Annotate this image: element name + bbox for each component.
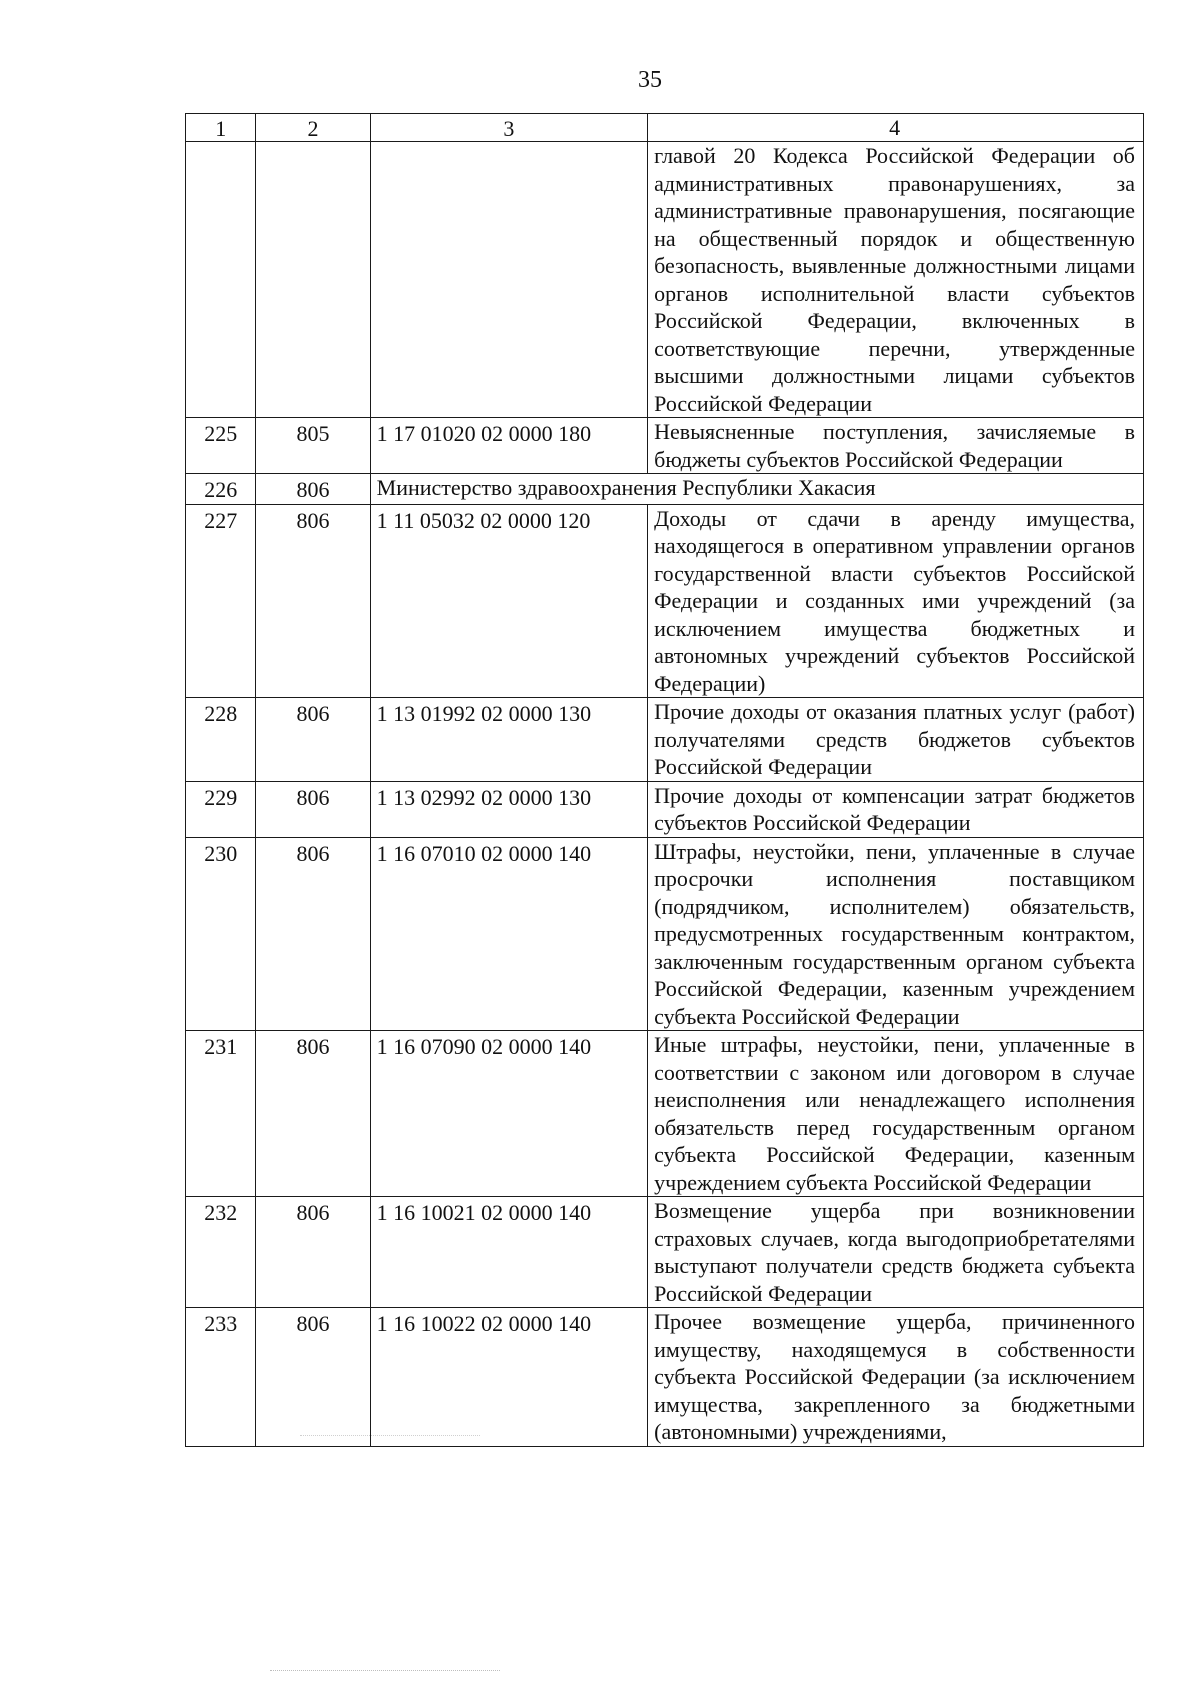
revenue-description-cell: Прочее возмещение ущерба, причиненного имуществу, находящемуся в собственности субъекта Российской Федерации (за исключением имущества, закрепленного за бюджетными (автономными) учреждениями, <box>648 1308 1144 1447</box>
table-row <box>186 142 1144 418</box>
scan-artifact <box>270 1670 500 1677</box>
header-col-3: 3 <box>370 114 648 142</box>
table-row <box>186 418 1144 474</box>
ministry-title-cell: Министерство здравоохранения Республики Хакасия <box>370 474 1143 505</box>
row-number-cell <box>186 142 256 418</box>
admin-code-cell: 806 <box>256 1197 370 1308</box>
table-row <box>186 781 1144 837</box>
table-row <box>186 474 1144 505</box>
revenue-description-cell: Прочие доходы от оказания платных услуг (работ) получателями средств бюджетов субъектов Российской Федерации <box>648 698 1144 782</box>
row-number-cell: 228 <box>186 698 256 782</box>
table-row <box>186 1197 1144 1308</box>
admin-code-cell: 806 <box>256 504 370 698</box>
row-number-cell: 233 <box>186 1308 256 1447</box>
revenue-description-cell: Доходы от сдачи в аренду имущества, находящегося в оперативном управлении органов государственной власти субъектов Российской Федерации и созданных ими учреждений (за исключением имущества бюджетных и автономных учреждений субъектов Российской Федерации) <box>648 504 1144 698</box>
admin-code-cell: 806 <box>256 474 370 505</box>
admin-code-cell <box>256 142 370 418</box>
row-number-cell: 225 <box>186 418 256 474</box>
row-number-cell: 232 <box>186 1197 256 1308</box>
row-number-cell: 226 <box>186 474 256 505</box>
revenue-code-cell: 1 11 05032 02 0000 120 <box>370 504 648 698</box>
header-col-4: 4 <box>648 114 1144 142</box>
revenue-description-cell: Прочие доходы от компенсации затрат бюджетов субъектов Российской Федерации <box>648 781 1144 837</box>
revenue-code-cell: 1 17 01020 02 0000 180 <box>370 418 648 474</box>
revenue-description-cell: Возмещение ущерба при возникновении страховых случаев, когда выгодоприобретателями выступают получатели средств бюджета субъекта Российской Федерации <box>648 1197 1144 1308</box>
table-row <box>186 837 1144 1031</box>
row-number-cell: 227 <box>186 504 256 698</box>
revenue-table <box>185 113 1144 1447</box>
page-number: 35 <box>638 67 662 93</box>
row-number-cell: 229 <box>186 781 256 837</box>
revenue-code-cell: 1 16 07010 02 0000 140 <box>370 837 648 1031</box>
table-row <box>186 504 1144 698</box>
table-row <box>186 1031 1144 1197</box>
revenue-code-cell: 1 16 10021 02 0000 140 <box>370 1197 648 1308</box>
admin-code-cell: 806 <box>256 698 370 782</box>
revenue-description-cell: Иные штрафы, неустойки, пени, уплаченные в соответствии с законом или договором в случае неисполнения или ненадлежащего исполнения обязательств перед государственным органом субъекта Российской Федерации, казенным учреждением субъекта Российской Федерации <box>648 1031 1144 1197</box>
revenue-code-cell: 1 13 02992 02 0000 130 <box>370 781 648 837</box>
table-row <box>186 698 1144 782</box>
revenue-description-cell: главой 20 Кодекса Российской Федерации об административных правонарушениях, за административные правонарушения, посягающие на общественный порядок и общественную безопасность, выявленные должностными лицами органов исполнительной власти субъектов Российской Федерации, включенных в соответствующие перечни, утвержденные высшими должностными лицами субъектов Российской Федерации <box>648 142 1144 418</box>
revenue-code-cell: 1 16 07090 02 0000 140 <box>370 1031 648 1197</box>
table-header-row <box>186 114 1144 142</box>
row-number-cell: 231 <box>186 1031 256 1197</box>
admin-code-cell: 806 <box>256 781 370 837</box>
header-col-2: 2 <box>256 114 370 142</box>
admin-code-cell: 805 <box>256 418 370 474</box>
admin-code-cell: 806 <box>256 837 370 1031</box>
revenue-description-cell: Невыясненные поступления, зачисляемые в бюджеты субъектов Российской Федерации <box>648 418 1144 474</box>
revenue-code-cell: 1 16 10022 02 0000 140 <box>370 1308 648 1447</box>
row-number-cell: 230 <box>186 837 256 1031</box>
revenue-code-cell: 1 13 01992 02 0000 130 <box>370 698 648 782</box>
revenue-code-cell <box>370 142 648 418</box>
admin-code-cell: 806 <box>256 1031 370 1197</box>
revenue-description-cell: Штрафы, неустойки, пени, уплаченные в случае просрочки исполнения поставщиком (подрядчиком, исполнителем) обязательств, предусмотренных государственным контрактом, заключенным государственным органом субъекта Российской Федерации, казенным учреждением субъекта Российской Федерации <box>648 837 1144 1031</box>
header-col-1: 1 <box>186 114 256 142</box>
table-row <box>186 1308 1144 1447</box>
admin-code-cell: 806 <box>256 1308 370 1447</box>
scan-artifact <box>300 1435 480 1440</box>
